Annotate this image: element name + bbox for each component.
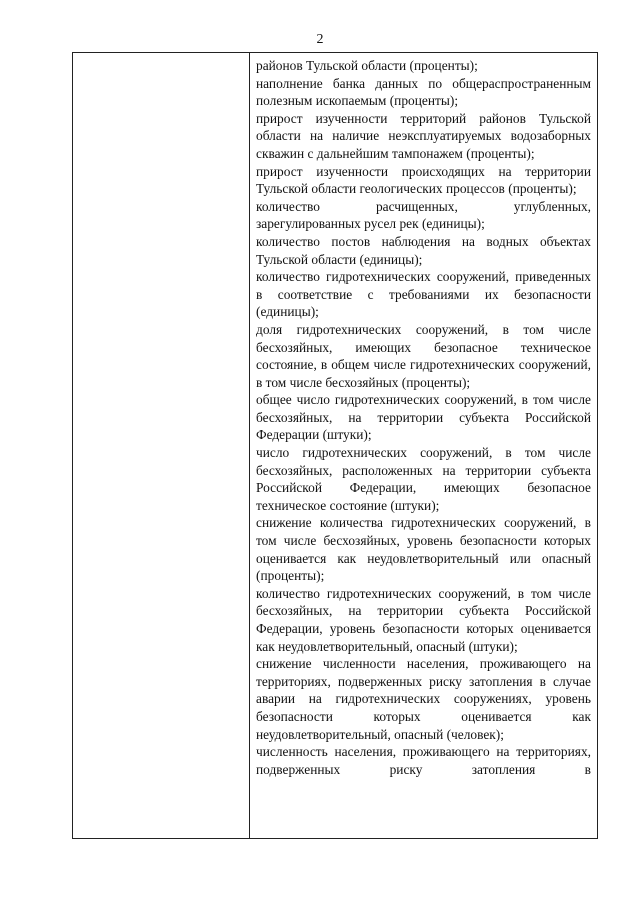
right-cell-content [250, 53, 597, 838]
paragraph: прирост изученности происходящих на территории Тульской области геологических процессов (проценты); [256, 163, 591, 197]
paragraph: доля гидротехнических сооружений, в том числе бесхозяйных, имеющих безопасное техническое состояние, в общем числе гидротехнических сооружений, в том числе бесхозяйных (проценты); [256, 321, 591, 390]
paragraph: количество расчищенных, углубленных, зарегулированных русел рек (единицы); [256, 198, 591, 232]
paragraph: прирост изученности территорий районов Тульской области на наличие неэксплуатируемых водозаборных скважин с дальнейшим тампонажем (проценты); [256, 110, 591, 161]
paragraph: количество гидротехнических сооружений, в том числе бесхозяйных, на территории субъекта Российской Федерации, уровень безопасности которых оценивается как неудовлетворительный, опасный (штуки); [256, 585, 591, 654]
table-row [73, 53, 598, 839]
page-number: 2 [316, 32, 324, 47]
paragraph: снижение численности населения, проживающего на территориях, подверженных риску затопления в случае аварии на гидротехнических сооружениях, уровень безопасности которых оценивается как неудовлетворительный, опасный (человек); [256, 656, 591, 742]
paragraph: наполнение банка данных по общераспространенным полезным ископаемым (проценты); [256, 75, 591, 109]
table-cell-right [250, 53, 598, 839]
document-table [72, 52, 598, 839]
table-cell-left [73, 53, 250, 839]
paragraph: количество гидротехнических сооружений, приведенных в соответствие с требованиями их безопасности (единицы); [256, 269, 591, 320]
paragraph: численность населения, проживающего на территориях, подверженных риску затопления в [256, 744, 591, 777]
paragraph: общее число гидротехнических сооружений, в том числе бесхозяйных, на территории субъекта Российской Федерации (штуки); [256, 392, 591, 443]
paragraph: районов Тульской области (проценты); [256, 58, 478, 73]
paragraph: число гидротехнических сооружений, в том числе бесхозяйных, расположенных на территории субъекта Российской Федерации, имеющих безопасное техническое состояние (штуки); [256, 445, 591, 513]
paragraph: количество постов наблюдения на водных объектах Тульской области (единицы); [256, 233, 591, 267]
paragraph: снижение количества гидротехнических сооружений, в том числе бесхозяйных, уровень безопасности которых оценивается как неудовлетворительный или опасный (проценты); [256, 515, 591, 584]
